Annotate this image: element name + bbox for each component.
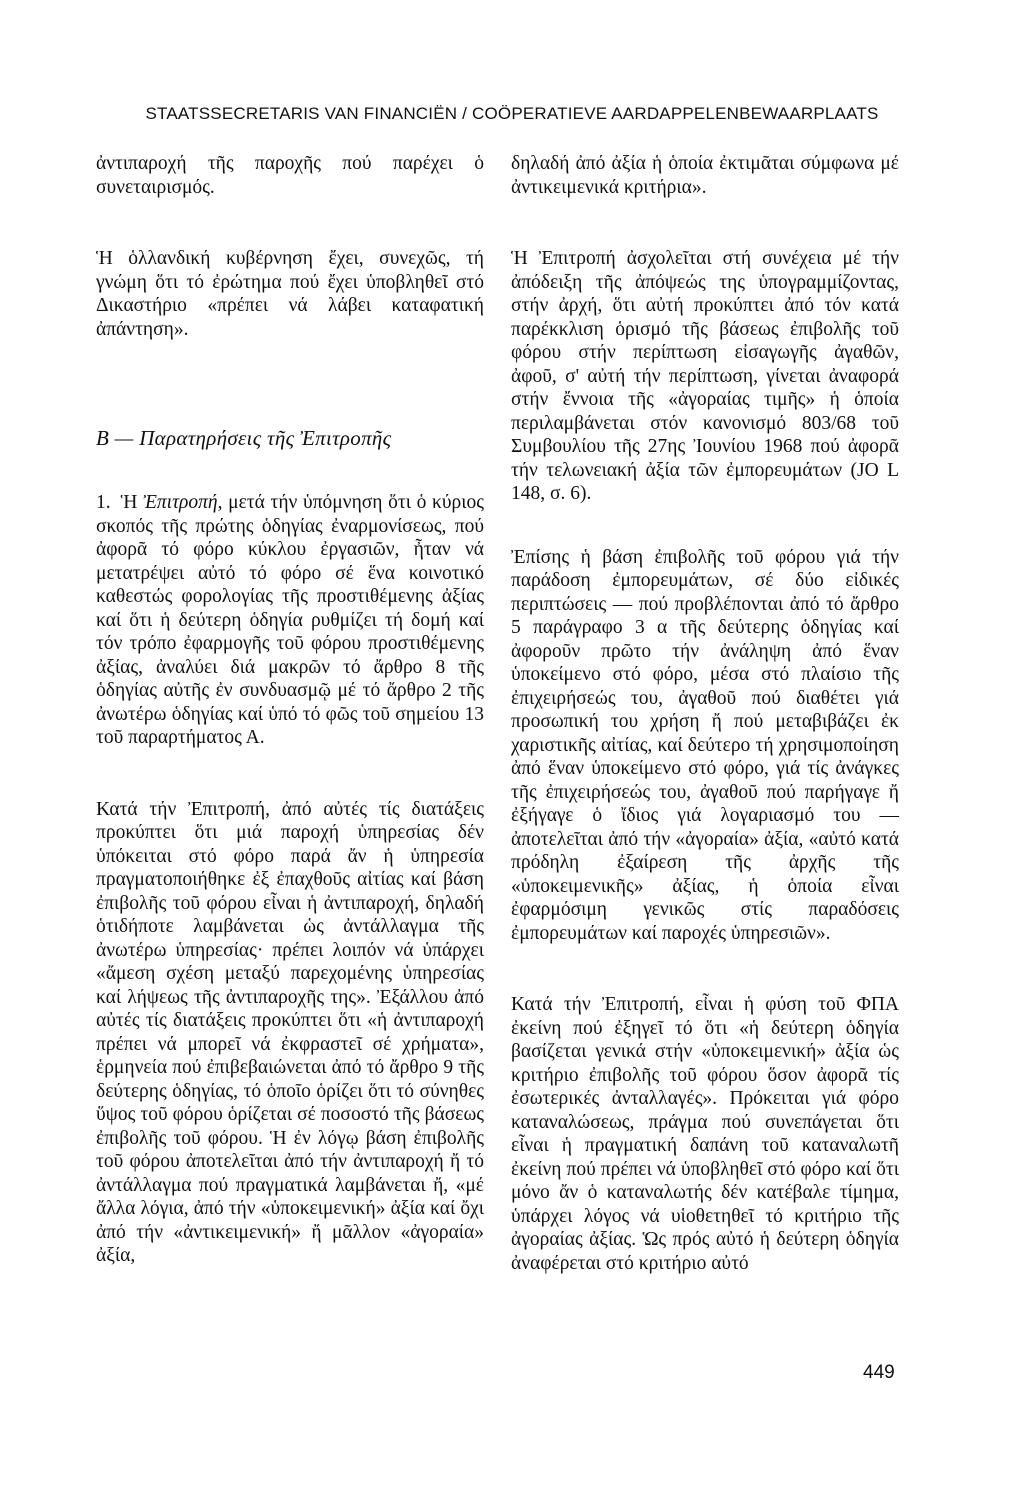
section-heading: B — Παρατηρήσεις τῆς Ἐπιτροπῆς (96, 426, 392, 450)
right-paragraph-2: Ἡ Ἐπιτροπή ἀσχολεῖται στή συνέχεια μέ τήν ἀπόδειξη τῆς ἀπόψεώς της ὑπογραμμίζοντας, στήν ἀρχή, ὅτι αὐτή προκύπτει ἀπό τόν κατά παρέκκλιση ὁρισμό τῆς βάσεως ἐπιβολῆς τοῦ φόρου στήν περίπτωση εἰσαγωγῆς ἀγαθῶν, ἀφοῦ, σ' αὐτή τήν περίπτωση, γίνεται ἀναφορά στήν ἔννοια τῆς «ἀγοραίας τιμῆς» ἡ ὁποία περιλαμβάνεται στόν κανονισμό 803/68 τοῦ Συμβουλίου τῆς 27ης Ἰουνίου 1968 πού ἀφορᾶ τήν τελωνειακή ἀξία τῶν ἐμπορευμάτων (JO L 148, σ. 6). (511, 248, 899, 504)
page-number: 449 (863, 1362, 895, 1383)
paragraph-3-lead: Ἡ (120, 492, 138, 513)
paragraph-3-emphasis: Ἐπιτροπή, (143, 492, 223, 513)
paragraph-3-body: μετά τήν ὑπόμνηση ὅτι ὁ κύριος σκοπός τῆς πρώτης ὁδηγίας ἐναρμονίσεως, πού ἀφορᾶ τό φόρο κύκλου ἐργασιῶν, ἦταν νά μετατρέψει αὐτό τό φόρο σέ ἕνα κοινοτικό καθεστώς φορολογίας τῆς προστιθέμενης ἀξίας καί ὅτι ἡ δεύτερη ὁδηγία ρυθμίζει τή δομή καί τόν τρόπο ἐφαρμογῆς τοῦ φόρου προστιθέμενης ἀξίας, ἀναλύει διά μακρῶν τό ἄρθρο 8 τῆς ὁδηγίας αὐτῆς ἐν συνδυασμῷ μέ τό ἄρθρο 2 τῆς ἀνωτέρω ὁδηγίας καί ὑπό τό φῶς τοῦ σημείου 13 τοῦ παραρτήματος Α. (96, 492, 484, 748)
left-column (96, 152, 484, 1268)
right-paragraph-4: Κατά τήν Ἐπιτροπή, εἶναι ἡ φύση τοῦ ΦΠΑ ἐκείνη πού ἐξηγεῖ τό ὅτι «ἡ δεύτερη ὁδηγία βασίζεται γενικά στήν «ὑποκειμενική» ἀξία ὡς κριτήριο ἐπιβολῆς τοῦ φόρου ὅσον ἀφορᾶ τίς ἐσωτερικές ἀνταλλαγές». Πρόκειται γιά φόρο καταναλώσεως, πράγμα πού συνεπάγεται ὅτι εἶναι ἡ πραγματική δαπάνη τοῦ καταναλωτῆ ἐκείνη πού πρέπει νά ὑποβληθεῖ στό φόρο καί ὅτι μόνο ἄν ὁ καταναλωτής δέν κατέβαλε τίμημα, ὑπάρχει λόγος νά υἱοθετηθεῖ τό κριτήριο τῆς ἀγοραίας ἀξίας. Ὡς πρός αὐτό ἡ δεύτερη ὁδηγία ἀναφέρεται στό κριτήριο αὐτό (511, 994, 899, 1274)
left-paragraph-1: ἀντιπαροχή τῆς παροχῆς πού παρέχει ὁ συνεταιρισμός. (96, 153, 484, 198)
right-paragraph-1: δηλαδή ἀπό ἀξία ἡ ὁποία ἐκτιμᾶται σύμφωνα μέ ἀντικειμενικά κριτήρια». (511, 153, 899, 198)
left-paragraph-4: Κατά τήν Ἐπιτροπή, ἀπό αὐτές τίς διατάξεις προκύπτει ὅτι μιά παροχή ὑπηρεσίας δέν ὑπόκειται στό φόρο παρά ἄν ἡ ὑπηρεσία πραγματοποιήθηκε ἐξ ἐπαχθοῦς αἰτίας καί βάση ἐπιβολῆς τοῦ φόρου εἶναι ἡ ἀντιπαροχή, δηλαδή ὁτιδήποτε λαμβάνεται ὡς ἀντάλλαγμα τῆς ἀνωτέρω ὑπηρεσίας· πρέπει λοιπόν νά ὑπάρχει «ἄμεση σχέση μεταξύ παρεχομένης ὑπηρεσίας καί λήψεως τῆς ἀντιπαροχῆς της». Ἐξάλλου ἀπό αὐτές τίς διατάξεις προκύπτει ὅτι «ἡ ἀντιπαροχή πρέπει νά μπορεῖ νά ἐκφραστεῖ σέ χρήματα», ἑρμηνεία πού ἐπιβεβαιώνεται ἀπό τό ἄρθρο 9 τῆς δεύτερης ὁδηγίας, τό ὁποῖο ὁρίζει ὅτι τό σύνηθες ὕψος τοῦ φόρου ὁρίζεται σέ ποσοστό τῆς βάσεως ἐπιβολῆς τοῦ φόρου. Ἡ ἐν λόγῳ βάση ἐπιβολῆς τοῦ φόρου ἀποτελεῖται ἀπό τήν ἀντιπαροχή ἤ τό ἀντάλλαγμα πού πραγματικά λαμβάνεται ἤ, «μέ ἄλλα λόγια, ἀπό τήν «ὑποκειμενική» ἀξία καί ὄχι ἀπό τήν «ἀντικειμενική» ἤ μᾶλλον «ἀγοραία» ἀξία, (96, 798, 484, 1266)
right-paragraph-3: Ἐπίσης ἡ βάση ἐπιβολῆς τοῦ φόρου γιά τήν παράδοση ἐμπορευμάτων, σέ δύο εἰδικές περιπτώσεις — πού προβλέπονται ἀπό τό ἄρθρο 5 παράγραφο 3 α τῆς δεύτερης ὁδηγίας καί ἀφοροῦν πρῶτο τήν ἀνάληψη ἀπό ἕναν ὑποκείμενο στό φόρο, μέσα στό πλαίσιο τῆς ἐπιχειρήσεώς του, ἀγαθοῦ πού διαθέτει γιά προσωπική του χρήση ἤ πού μεταβιβάζει ἐκ χαριστικῆς αἰτίας, καί δεύτερο τή χρησιμοποίηση ἀπό ἕναν ὑποκείμενο στό φόρο, γιά τίς ἀνάγκες τῆς ἐπιχειρήσεώς του, ἀγαθοῦ πού παρήγαγε ἤ ἐξήγαγε ὁ ἴδιος γιά λογαριασμό του — ἀποτελεῖται ἀπό τήν «ἀγοραία» ἀξία, «αὐτό κατά πρόδηλη ἐξαίρεση τῆς ἀρχῆς τῆς «ὑποκειμενικῆς» ἀξίας, ἡ ὁποία εἶναι ἐφαρμόσιμη γενικῶς στίς παραδόσεις ἐμπορευμάτων καί παροχές ὑπηρεσιῶν». (511, 546, 899, 944)
left-paragraph-2: Ἡ ὁλλανδική κυβέρνηση ἔχει, συνεχῶς, τή γνώμη ὅτι τό ἐρώτημα πού ἔχει ὑποβληθεῖ στό Δικαστήριο «πρέπει νά λάβει καταφατική ἀπάντηση». (96, 248, 484, 340)
left-paragraph-3 (96, 491, 484, 750)
right-column (511, 152, 899, 1275)
paragraph-number: 1. (96, 492, 111, 513)
running-header: STAATSSECRETARIS VAN FINANCIËN / COÖPERATIEVE AARDAPPELENBEWAARPLAATS (145, 104, 879, 123)
